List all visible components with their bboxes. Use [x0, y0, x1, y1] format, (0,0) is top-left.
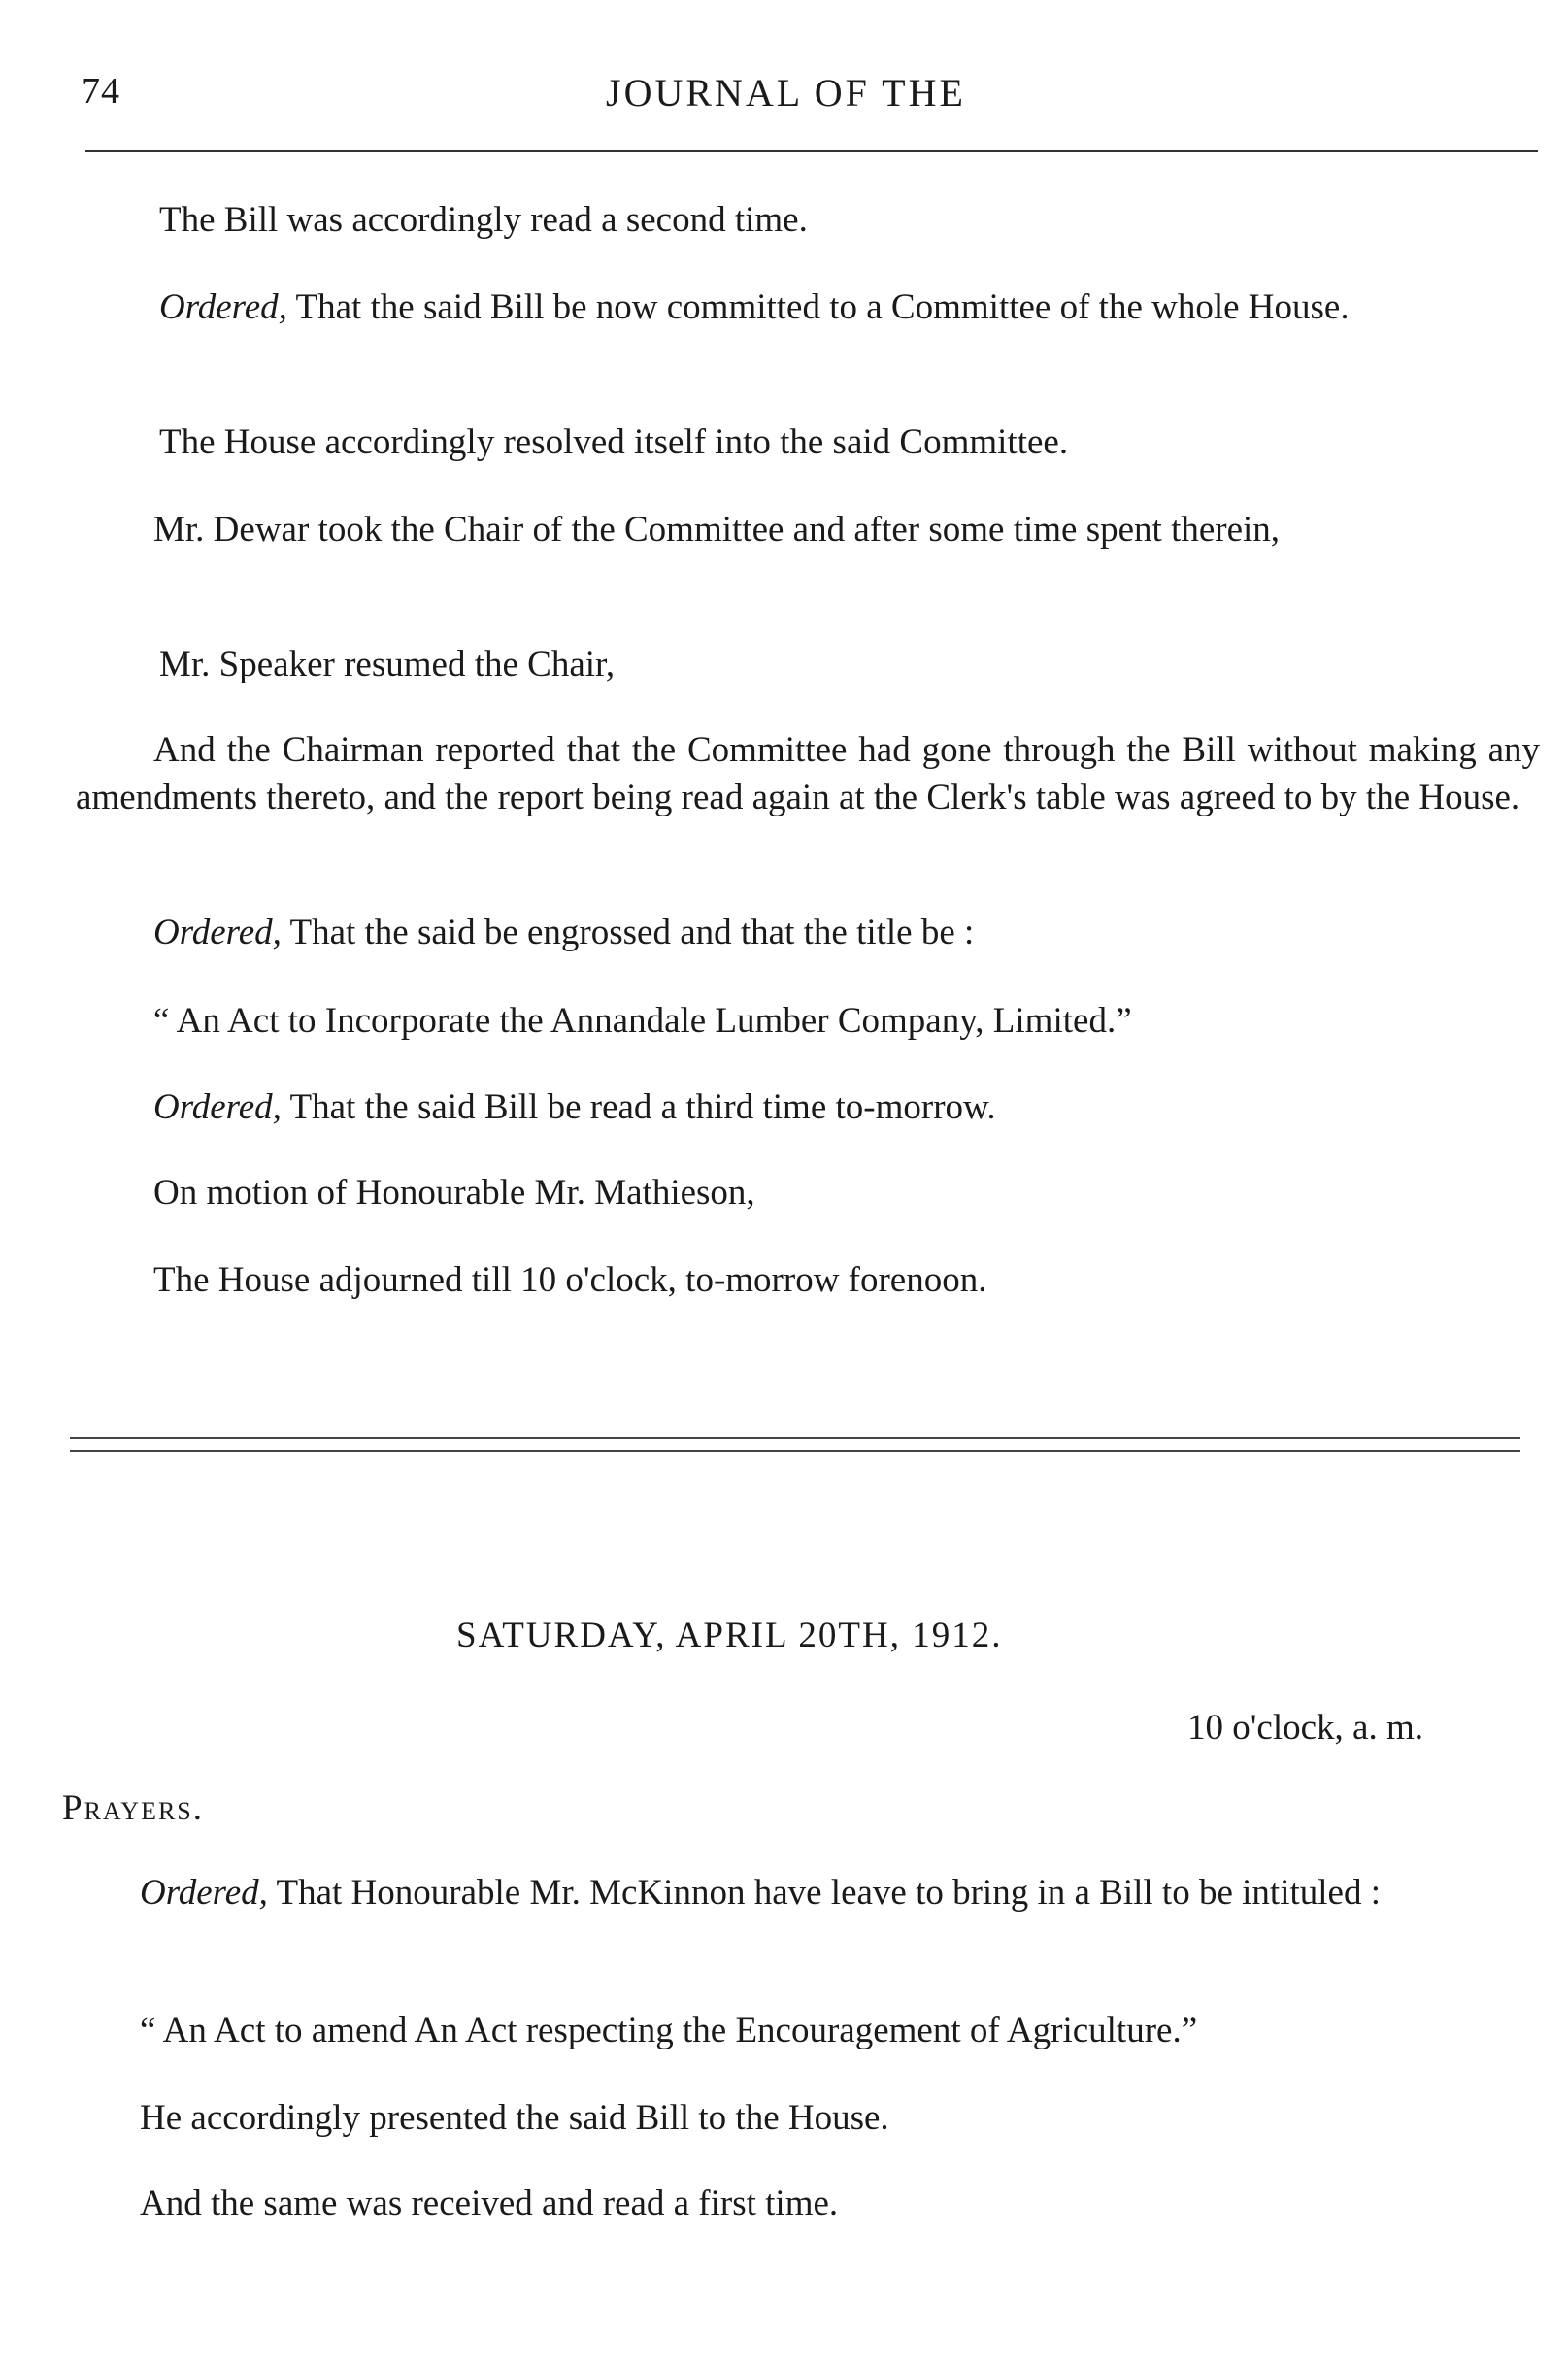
paragraph-text: Mr. Dewar took the Chair of the Committee and after some time spent therein, [153, 510, 1281, 550]
ordered-label: Ordered, [159, 287, 287, 327]
paragraph-text: Mr. Speaker resumed the Chair, [159, 645, 616, 684]
paragraph-text: The House accordingly resolved itself into the said Committee. [159, 422, 1069, 462]
paragraph-text: He accordingly presented the said Bill to the House. [140, 2098, 889, 2138]
paragraph [76, 1169, 1540, 1216]
act-title [76, 997, 1540, 1045]
order-paragraph [76, 909, 1540, 956]
prayers-heading [62, 1784, 645, 1832]
paragraph-text: That the said be engrossed and that the title be : [289, 913, 975, 952]
paragraph [76, 506, 1540, 553]
paragraph [82, 641, 1538, 688]
paragraph [76, 1256, 1540, 1304]
paragraph-text: And the Chairman reported that the Committee had gone through the Bill without making any amendments thereto, and the report being read again at the Clerk's table was agreed to by the House. [76, 730, 1540, 817]
act-title [62, 2007, 1530, 2054]
header-rule [85, 150, 1538, 152]
section-divider [70, 1437, 1520, 1452]
ordered-label: Ordered, [153, 1087, 282, 1127]
order-paragraph [76, 1083, 1540, 1131]
paragraph [82, 196, 1538, 244]
act-title-text: “ An Act to Incorporate the Annandale Lumber Company, Limited.” [153, 1001, 1132, 1041]
paragraph-text: The House adjourned till 10 o'clock, to-morrow forenoon. [153, 1260, 987, 1300]
order-paragraph [62, 1869, 1530, 1916]
paragraph [62, 2180, 1530, 2227]
paragraph-text: On motion of Honourable Mr. Mathieson, [153, 1173, 755, 1213]
ordered-label: Ordered, [140, 1873, 268, 1913]
page-header [82, 70, 1538, 128]
paragraph-text: That the said Bill be now committed to a Committee of the whole House. [295, 287, 1350, 327]
paragraph-text: That the said Bill be read a third time to-morrow. [289, 1087, 996, 1127]
act-title-text: “ An Act to amend An Act respecting the Encouragement of Agriculture.” [140, 2011, 1198, 2050]
running-title: JOURNAL OF THE [606, 71, 966, 115]
paragraph [82, 418, 1538, 466]
paragraph-text: And the same was received and read a first time. [140, 2183, 839, 2223]
prayers-text: Prayers. [62, 1788, 205, 1828]
sitting-time: 10 o'clock, a. m. [1187, 1708, 1423, 1748]
order-paragraph [82, 283, 1538, 331]
paragraph-text: The Bill was accordingly read a second time. [159, 200, 808, 240]
sitting-date-heading: SATURDAY, APRIL 20TH, 1912. [456, 1616, 1003, 1655]
paragraph [62, 2094, 1530, 2142]
page-number: 74 [82, 71, 120, 112]
paragraph-text: That Honourable Mr. McKinnon have leave to bring in a Bill to be intituled : [276, 1873, 1381, 1913]
ordered-label: Ordered, [153, 913, 282, 952]
paragraph [76, 726, 1540, 821]
